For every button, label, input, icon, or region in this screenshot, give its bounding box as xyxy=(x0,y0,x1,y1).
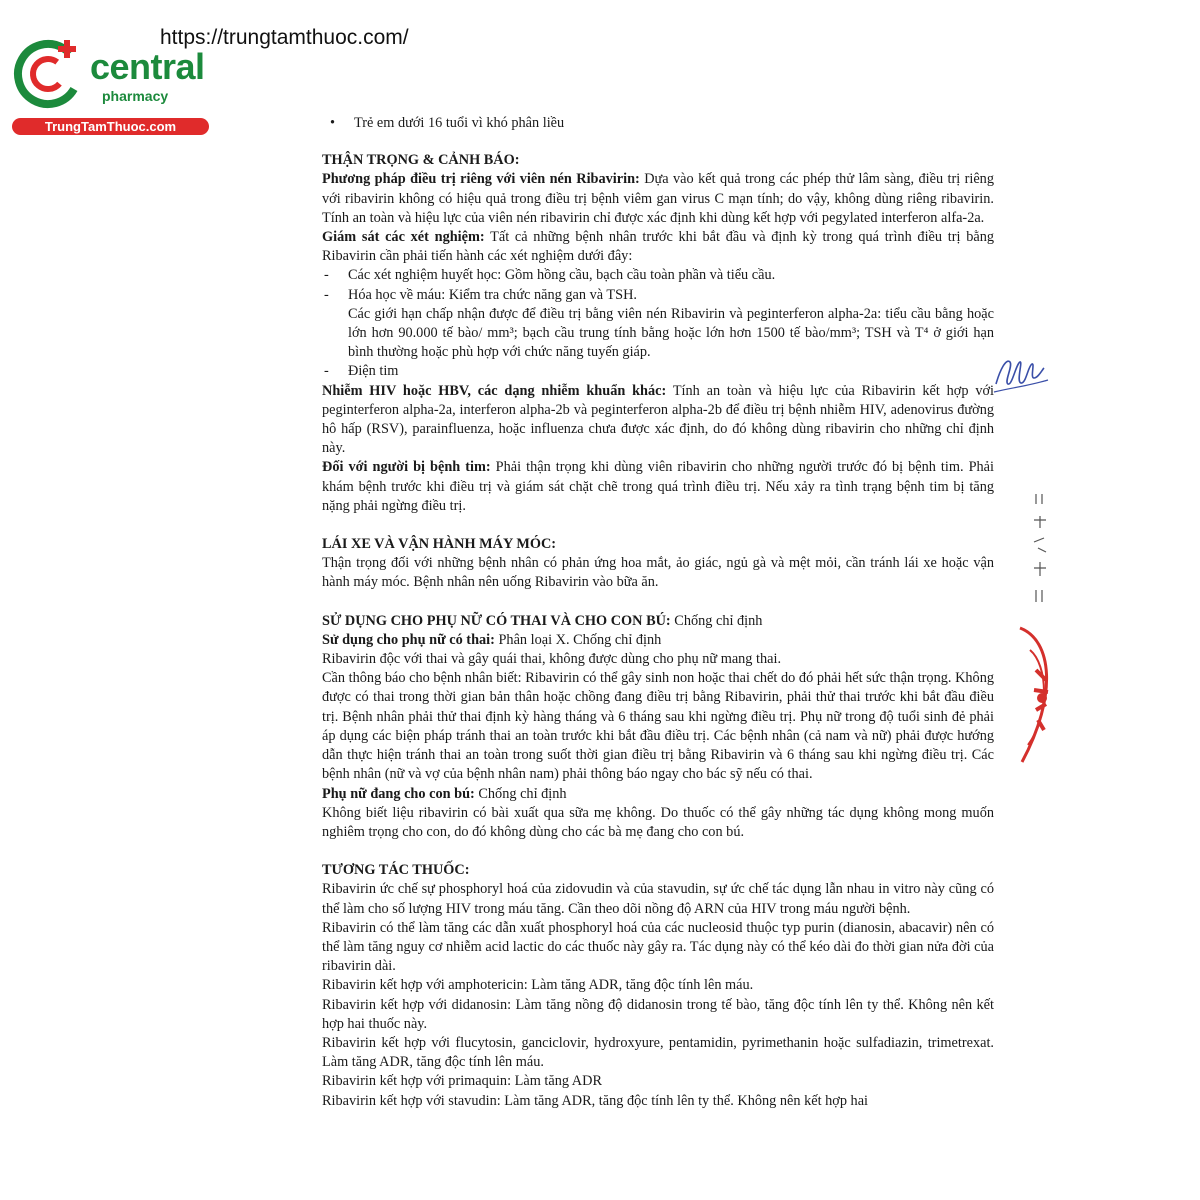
paragraph: Sử dụng cho phụ nữ có thai: Phân loại X. Chống chỉ định xyxy=(322,631,662,648)
source-url[interactable]: https://trungtamthuoc.com/ xyxy=(160,26,409,49)
paragraph: Cần thông báo cho bệnh nhân biết: Ribavirin có thể gây sinh non hoặc thai chết do đó phải hết sức thận trọng. Không được có thai trong thời gian bản thân hoặc chồng đang điều trị bằng Ribavirin, phải thử thai trước khi bắt đầu điều trị. Bệnh nhân phải thử thai định kỳ hàng tháng và 6 tháng sau khi ngừng điều trị. Phụ nữ trong độ tuổi sinh đẻ phải áp dụng các biện pháp tránh thai an toàn trước khi bắt đầu điều trị. Các bệnh nhân (cả nam và nữ) phải được hướng dẫn thực hiện tránh thai an toàn trong suốt thời gian điều trị bằng Ribavirin và 6 tháng sau khi ngừng điều trị. Các bệnh nhân (nữ và vợ của bệnh nhân nam) phải thông báo ngay cho bác sỹ nếu có thai. xyxy=(322,670,994,783)
paragraph: Phương pháp điều trị riêng với viên nén Ribavirin: Dựa vào kết quả trong các phép thử lâm sàng, điều trị riêng với ribavirin không có hiệu quả trong điều trị bệnh viêm gan virus C mạn tính; do vậy, không dùng riêng ribavirin. Tính an toàn và hiệu lực của viên nén ribavirin chỉ được xác định khi dùng kết hợp với pegylated interferon alfa-2a. xyxy=(322,171,994,226)
dash-subtext: Các giới hạn chấp nhận được để điều trị bằng viên nén Ribavirin và peginterferon alpha-2a: tiểu cầu bằng hoặc lớn hơn 90.000 tế bào/ mm³; bạch cầu trung tính bằng hoặc lớn hơn 1500 tế bào/mm³; TSH và T⁴ ở giới hạn bình thường hoặc phù hợp với chức năng tuyến giáp. xyxy=(348,305,994,361)
document-body xyxy=(322,114,994,1111)
dash-item: - Điện tim xyxy=(322,362,994,381)
paragraph: Phụ nữ đang cho con bú: Chống chỉ định xyxy=(322,785,567,802)
paragraph: Đối với người bị bệnh tim: Phải thận trọng khi dùng viên ribavirin cho những người trước đó bị bệnh tim. Phải khám bệnh trước khi điều trị và giám sát chặt chẽ trong quá trình điều trị. Nếu xảy ra tình trạng bệnh tim bị tăng nặng phải ngừng điều trị. xyxy=(322,459,995,514)
bullet-item: • Trẻ em dưới 16 tuổi vì khó phân liều xyxy=(322,114,994,133)
signature-icon xyxy=(990,340,1050,400)
central-pharmacy-logo[interactable] xyxy=(12,36,212,136)
paragraph: Ribavirin kết hợp với primaquin: Làm tăng ADR xyxy=(322,1073,602,1090)
logo-word: central xyxy=(90,46,205,87)
paragraph: Ribavirin kết hợp với stavudin: Làm tăng ADR, tăng độc tính lên ty thể. Không nên kết hợp hai xyxy=(322,1092,869,1109)
paragraph: Ribavirin độc với thai và gây quái thai, không được dùng cho phụ nữ mang thai. xyxy=(322,651,782,668)
red-stamp-icon xyxy=(1012,620,1060,770)
section-title-pregnancy: SỬ DỤNG CHO PHỤ NỮ CÓ THAI VÀ CHO CON BÚ: Chống chỉ định xyxy=(322,612,763,629)
paragraph: Thận trọng đối với những bệnh nhân có phản ứng hoa mắt, ảo giác, ngủ gà và mệt mỏi, cần tránh lái xe hoặc vận hành máy móc. Bệnh nhân nên uống Ribavirin vào bữa ăn. xyxy=(322,555,994,591)
section-title-warnings: THẬN TRỌNG & CẢNH BÁO: xyxy=(322,152,520,169)
paragraph: Ribavirin có thể làm tăng các dẫn xuất phosphoryl hoá của các nucleosid thuộc typ purin (dianosin, abacavir) nên có thể làm tăng nguy cơ nhiễm acid lactic do các thuốc này gây ra. Tác dụng này có thể kéo dài đo thời gian nửa đời của ribavirin dài. xyxy=(322,919,994,975)
logo-subtitle: pharmacy xyxy=(102,88,169,104)
paragraph: Ribavirin kết hợp với flucytosin, ganciclovir, hydroxyure, pentamidin, pyrimethanin hoặc sulfadiazin, trimetrexat. Làm tăng ADR, tăng độc tính lên máu. xyxy=(322,1034,994,1071)
section-title-interactions: TƯƠNG TÁC THUỐC: xyxy=(322,862,470,879)
paragraph: Ribavirin kết hợp với didanosin: Làm tăng nồng độ didanosin trong tế bào, tăng độc tính lên ty thể. Không nên kết hợp hai thuốc này. xyxy=(322,996,994,1032)
logo-site-bar: TrungTamThuoc.com xyxy=(12,118,209,135)
margin-marks-icon xyxy=(1030,490,1050,610)
dash-item: - Hóa học về máu: Kiểm tra chức năng gan và TSH. xyxy=(322,286,994,305)
paragraph: Giám sát các xét nghiệm: Tất cả những bệnh nhân trước khi bắt đầu và định kỳ trong quá trình điều trị bằng Ribavirin cần phải tiến hành các xét nghiệm dưới đây: xyxy=(322,229,994,265)
paragraph: Nhiễm HIV hoặc HBV, các dạng nhiễm khuẩn khác: Tính an toàn và hiệu lực của Ribavirin kết hợp với peginterferon alpha-2a, interferon alpha-2b và peginterferon alpha-2b để điều trị bệnh nhiễm HIV, adenovirus đường hô hấp (RSV), parainfluenza, hoặc influenza chưa được xác định, do đó không dùng ribavirin cho những chỉ định này. xyxy=(322,382,994,457)
paragraph: Không biết liệu ribavirin có bài xuất qua sữa mẹ không. Do thuốc có thể gây những tác dụng không mong muốn nghiêm trọng cho con, do đó không dùng cho các bà mẹ đang cho con bú. xyxy=(322,804,994,840)
dash-item: - Các xét nghiệm huyết học: Gồm hồng cầu, bạch cầu toàn phần và tiểu cầu. xyxy=(322,266,994,285)
section-title-driving: LÁI XE VÀ VẬN HÀNH MÁY MÓC: xyxy=(322,536,557,553)
paragraph: Ribavirin kết hợp với amphotericin: Làm tăng ADR, tăng độc tính lên máu. xyxy=(322,977,754,994)
paragraph: Ribavirin ức chế sự phosphoryl hoá của zidovudin và của stavudin, sự ức chế tác dụng lẫn nhau in vitro này cũng có thể làm cho số lượng HIV trong máu tăng. Cần theo dõi nồng độ ARN của HIV trong máu người bệnh. xyxy=(322,881,994,917)
logo-mark-icon xyxy=(12,36,88,112)
